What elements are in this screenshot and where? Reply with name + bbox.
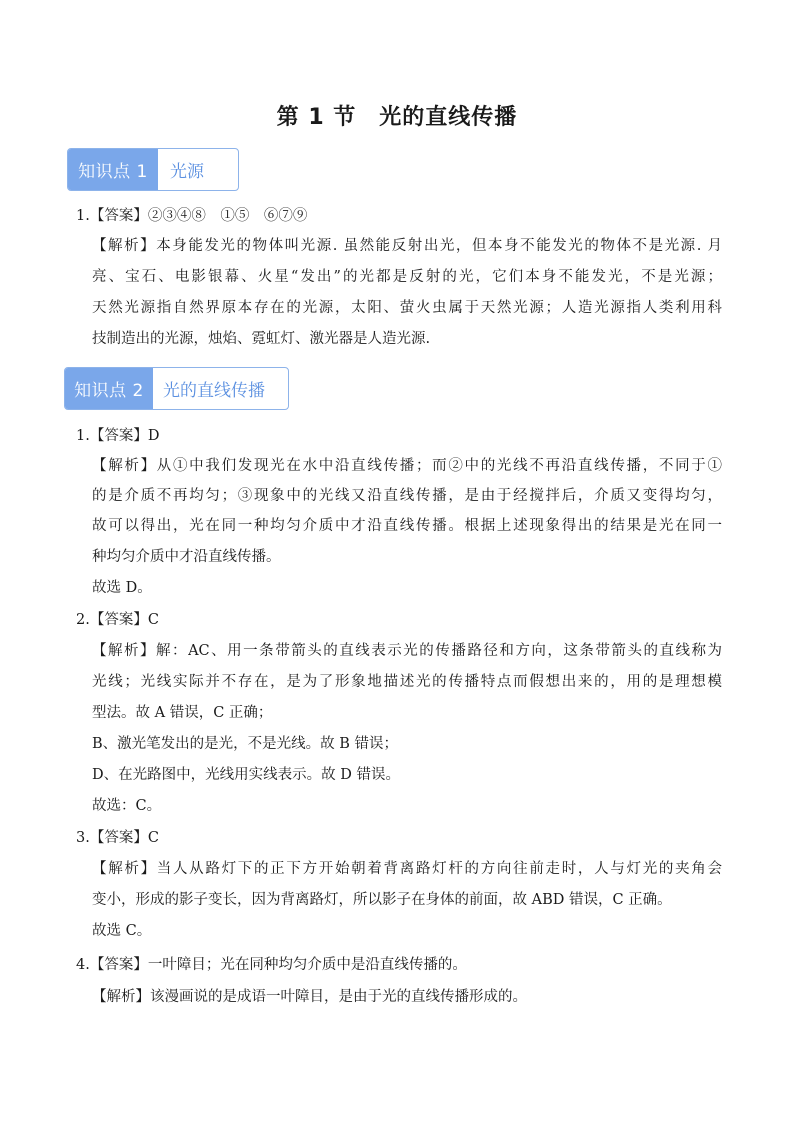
answer-line: 3.【答案】C: [76, 830, 159, 846]
knowledge-point-2-banner: [64, 367, 289, 410]
explanation-line: 故可以得出，光在同一种均匀介质中才沿直线传播。根据上述现象得出的结果是光在同一: [92, 518, 722, 534]
knowledge-point-name: 光的直线传播: [163, 381, 265, 401]
answer-line: 4.【答案】一叶障目；光在同种均匀介质中是沿直线传播的。: [76, 957, 467, 973]
explanation-line: 变小，形成的影子变长，因为背离路灯，所以影子在身体的前面，故 ABD 错误，C 正确。: [92, 892, 672, 908]
explanation-line: 【解析】该漫画说的是成语一叶障目，是由于光的直线传播形成的。: [92, 989, 527, 1005]
page-title: 第 1 节 光的直线传播: [276, 105, 518, 130]
explanation-line: 的是介质不再均匀；③现象中的光线又沿直线传播，是由于经搅拌后，介质又变得均匀，: [92, 488, 722, 504]
explanation-line: 天然光源指自然界原本存在的光源，太阳、萤火虫属于天然光源；人造光源指人类利用科: [92, 300, 722, 316]
explanation-line: 【解析】当人从路灯下的正下方开始朝着背离路灯杆的方向往前走时，人与灯光的夹角会: [92, 861, 722, 877]
knowledge-point-name: 光源: [170, 162, 204, 182]
answer-line: 2.【答案】C: [76, 612, 159, 628]
explanation-line: 【解析】解：AC、用一条带箭头的直线表示光的传播路径和方向，这条带箭头的直线称为: [92, 643, 722, 659]
explanation-line: 型法。故 A 错误，C 正确；: [92, 705, 273, 721]
conclusion-line: 故选 D。: [92, 580, 152, 596]
conclusion-line: 故选 C。: [92, 923, 152, 939]
answer-line: 1.【答案】D: [76, 428, 160, 444]
explanation-line: 技制造出的光源，烛焰、霓虹灯、激光器是人造光源.: [92, 331, 431, 347]
explanation-line: B、激光笔发出的是光，不是光线。故 B 错误；: [92, 736, 399, 752]
knowledge-point-tag: 知识点 1: [68, 149, 158, 190]
explanation-line: D、在光路图中，光线用实线表示。故 D 错误。: [92, 767, 400, 783]
knowledge-point-1-banner: [67, 148, 239, 191]
explanation-line: 亮、宝石、电影银幕、火星“发出”的光都是反射的光，它们本身不能发光，不是光源；: [92, 269, 722, 285]
answer-line: 1.【答案】②③④⑧ ①⑤ ⑥⑦⑨: [76, 208, 308, 224]
explanation-line: 种均匀介质中才沿直线传播。: [92, 549, 281, 565]
conclusion-line: 故选：C。: [92, 798, 162, 814]
explanation-line: 【解析】从①中我们发现光在水中沿直线传播；而②中的光线不再沿直线传播，不同于①: [92, 458, 722, 474]
explanation-line: 光线；光线实际并不存在，是为了形象地描述光的传播特点而假想出来的，用的是理想模: [92, 674, 722, 690]
knowledge-point-tag: 知识点 2: [65, 368, 153, 409]
explanation-line: 【解析】本身能发光的物体叫光源. 虽然能反射出光，但本身不能发光的物体不是光源. 月: [92, 238, 722, 254]
